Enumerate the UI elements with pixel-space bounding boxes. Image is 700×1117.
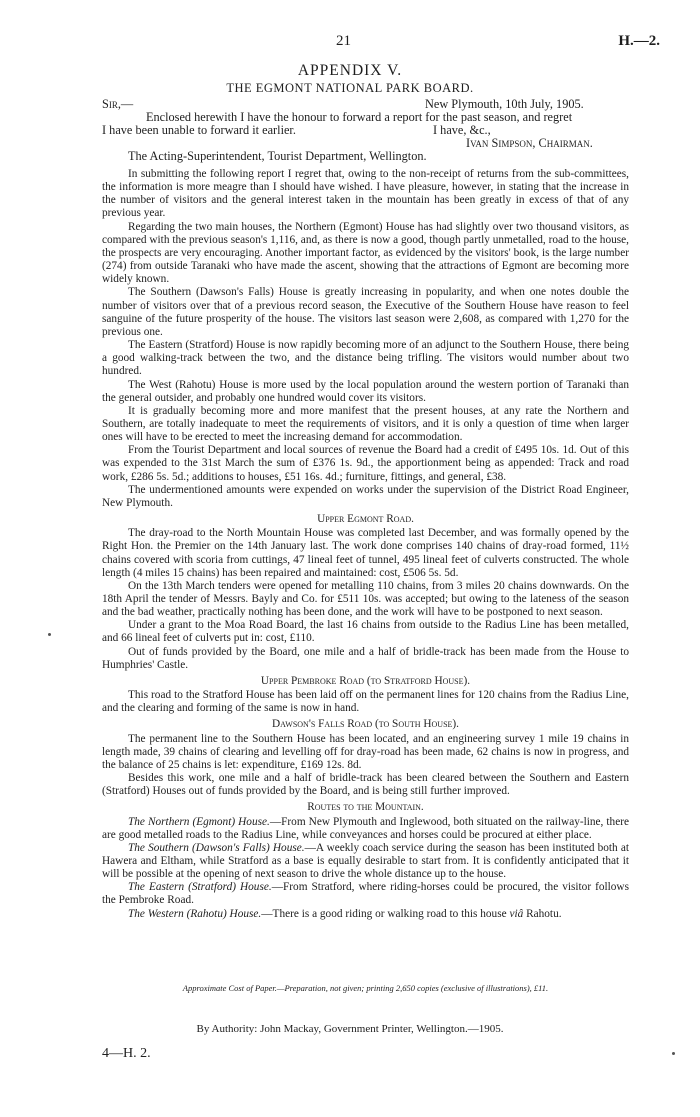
letter-signature: Ivan Simpson, Chairman.: [466, 136, 593, 150]
route-house-name: The Western (Rahotu) House.: [128, 907, 262, 920]
sheet-signature: 4—H. 2.: [102, 1046, 151, 1061]
letter-salutation: Sir,—: [102, 97, 134, 111]
cost-note: Approximate Cost of Paper.—Preparation, not given; printing 2,650 copies (exclusive of illustrations), £11.: [182, 983, 549, 993]
route-text-end: Rahotu.: [526, 907, 562, 920]
paragraph: [102, 908, 629, 921]
letter-addressee: The Acting-Superintendent, Tourist Department, Wellington.: [128, 149, 427, 163]
paragraph: The undermentioned amounts were expended on works under the supervision of the District Road Engineer, New Plymouth.: [102, 483, 629, 509]
board-subtitle: THE EGMONT NATIONAL PARK BOARD.: [226, 81, 474, 95]
margin-speck: [48, 633, 51, 636]
route-text: —From Stratford, where riding-horses could be procured, the visitor follows the Pembroke Road.: [102, 881, 629, 907]
page-number: 21: [336, 33, 351, 49]
paragraph: This road to the Stratford House has been laid off on the permanent lines for 120 chains from the Radius Line, and the clearing and forming of the same is now in hand.: [102, 689, 629, 715]
route-house-name: The Southern (Dawson's Falls) House.: [128, 841, 305, 854]
paragraph: Besides this work, one mile and a half of bridle-track has been cleared between the Southern and Eastern (Stratford) Houses out of funds provided by the Board, and is being still further improved.: [102, 772, 629, 798]
letter-line-2: I have been unable to forward it earlier.: [102, 123, 296, 137]
paragraph: From the Tourist Department and local sources of revenue the Board had a credit of £495 10s. 1d. Out of this was expended to the 31st March the sum of £376 1s. 9d., the apportionment being as appended: Track and road work, £286 5s. 5d.; additions to houses, £51 16s. 4d.; furniture, fittings, and general, £38.: [102, 444, 629, 483]
paragraph: [102, 842, 629, 881]
route-house-name: The Eastern (Stratford) House.: [128, 881, 272, 894]
paragraph: On the 13th March tenders were opened for metalling 110 chains, from 3 miles 20 chains downwards. On the 18th April the tender of Messrs. Bayly and Co. for £511 10s. was accepted; but owing to the lateness of the season and the bad weather, practically nothing has been done, and the work will have to be postponed to next season.: [102, 579, 629, 619]
section-heading: Routes to the Mountain.: [307, 801, 424, 814]
margin-speck: [672, 1052, 675, 1055]
paragraph: The Eastern (Stratford) House is now rapidly becoming more of an adjunct to the Southern House, there being a good walking-track between the two, and the distance being trifling. The visitors would number about two hundred.: [102, 339, 629, 378]
letter-line-1: Enclosed herewith I have the honour to forward a report for the past season, and regret: [146, 110, 573, 124]
document-reference: H.—2.: [618, 33, 660, 49]
section-heading: Upper Pembroke Road (to Stratford House).: [260, 674, 471, 687]
paragraph: The permanent line to the Southern House has been located, and an engineering survey 1 mile 19 chains in length made, 39 chains of clearing and levelling off for dray-road has been made, 62 chains is now in progress, and the balance of 25 chains is let: expenditure, £169 12s. 8d.: [102, 732, 629, 771]
paragraph: It is gradually becoming more and more manifest that the present houses, at any rate the Northern and Southern, are totally inadequate to meet the requirements of visitors, and it is only a question of time when larger ones will have to be erected to meet the increasing demand for accommodation.: [102, 404, 629, 444]
paragraph: The dray-road to the North Mountain House was completed last December, and was formally opened by the Right Hon. the Premier on the 14th January last. The work done comprises 140 chains of dray-road formed, 11½ chains covered with scoria from cuttings, 47 lineal feet of tunnel, 495 lineal feet of culverts constructed. The whole length (4 miles 15 chains) has been repaired and maintained: cost, £506 5s. 5d.: [102, 527, 629, 579]
route-text: —A weekly coach service during the season has been instituted both at Hawera and Eltham, while Stratford as a base is equally desirable to start from. It is confidently anticipated that it will be possible at the opening of next season to drive the whole distance up to the house.: [102, 841, 629, 881]
report-body: [102, 168, 629, 921]
letter-closing: I have, &c.,: [433, 123, 491, 137]
letter-place-date: New Plymouth, 10th July, 1905.: [425, 97, 584, 111]
route-via: viâ: [509, 907, 524, 920]
appendix-title: APPENDIX V.: [297, 62, 403, 79]
section-heading: Upper Egmont Road.: [317, 513, 414, 526]
printer-authority: By Authority: John Mackay, Government Printer, Wellington.—1905.: [196, 1023, 504, 1035]
route-text: —From New Plymouth and Inglewood, both situated on the railway-line, there are good metalled roads to the Radius Line, while conveyances and horses could be procured at either place.: [102, 815, 629, 841]
section-heading: Dawson's Falls Road (to South House).: [271, 718, 460, 731]
paragraph: The West (Rahotu) House is more used by the local population around the western portion of Taranaki than the general outsider, and probably one hundred would cover its visitors.: [102, 378, 629, 404]
paragraph: The Southern (Dawson's Falls) House is greatly increasing in popularity, and when one notes double the number of visitors over that of a previous record season, the Executive of the Southern House have reason to feel sanguine of the future prosperity of the house. The visitors last season were 2,608, as compared with 1,270 for the previous one.: [102, 286, 629, 338]
paragraph: In submitting the following report I regret that, owing to the non-receipt of returns from the sub-committees, the information is more meagre than I should have wished. I have pleasure, however, in stating that the increase in the number of visitors and the general interest taken in the mountain has been greatly in excess of that of any previous year.: [102, 168, 629, 220]
paragraph: Under a grant to the Moa Road Board, the last 16 chains from outside to the Radius Line has been metalled, and 66 lineal feet of culverts put in: cost, £110.: [102, 619, 629, 645]
paragraph: Regarding the two main houses, the Northern (Egmont) House has had slightly over two thousand visitors, as compared with the previous season's 1,116, and, as there is now a good, though partly unmetalled, road to the house, the prospects are very encouraging. Another important factor, as evidenced by the visitors' book, is the large number (274) from outside Taranaki who have made the ascent, showing that the attractions of Egmont are becoming more widely known.: [102, 220, 629, 286]
paragraph: [102, 881, 629, 907]
route-house-name: The Northern (Egmont) House.: [128, 815, 270, 828]
route-text: —There is a good riding or walking road to this house: [261, 907, 507, 920]
paragraph: [102, 816, 629, 842]
paragraph: Out of funds provided by the Board, one mile and a half of bridle-track has been made from the House to Humphries' Castle.: [102, 645, 629, 671]
